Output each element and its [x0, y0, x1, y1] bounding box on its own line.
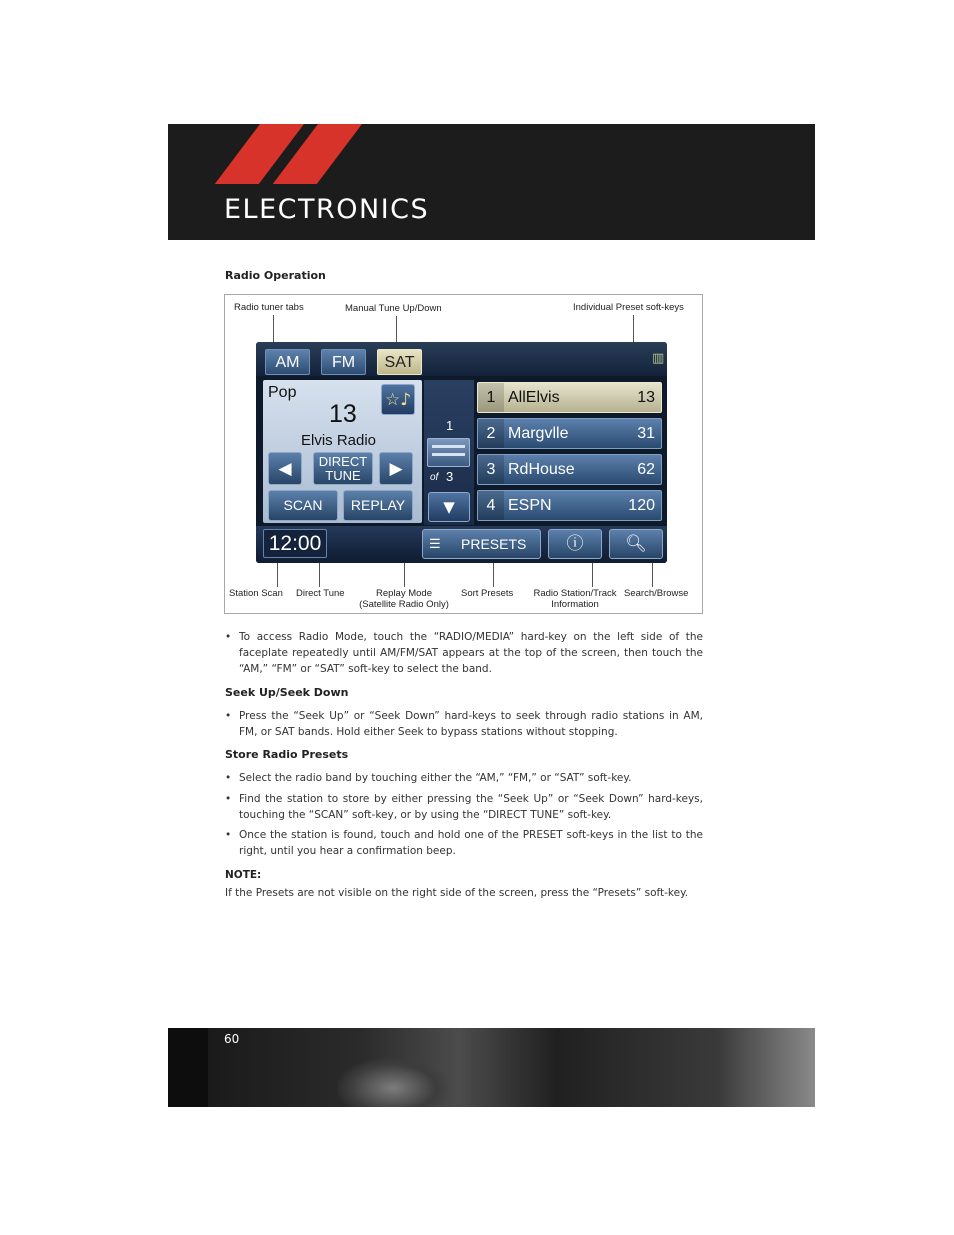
- callout-radio-tuner-tabs: Radio tuner tabs: [234, 302, 304, 313]
- preset-name: Margvlle: [508, 425, 569, 442]
- clock-display: 12:00: [263, 529, 327, 558]
- page-number: 60: [224, 1032, 240, 1046]
- section-title-seek: Seek Up/Seek Down: [225, 686, 349, 699]
- direct-tune-button[interactable]: [313, 452, 373, 485]
- vehicle-icon: ▥: [652, 351, 665, 366]
- arrow-down-icon: ▼: [443, 498, 455, 516]
- preset-number: 4: [478, 491, 504, 520]
- preset-button-3[interactable]: [477, 454, 662, 485]
- tab-sat[interactable]: SAT: [377, 349, 422, 375]
- preset-number: 2: [478, 419, 504, 448]
- footer-band: [168, 1028, 815, 1107]
- preset-channel: 31: [637, 425, 655, 442]
- preset-channel: 13: [637, 389, 655, 406]
- channel-number: 13: [329, 400, 357, 428]
- page-total: 3: [446, 469, 454, 484]
- presets-label: PRESETS: [461, 536, 527, 552]
- page-current: 1: [446, 418, 454, 433]
- arrow-left-icon: ◀: [278, 459, 292, 478]
- callout-station-info-line: Information: [551, 599, 599, 610]
- section-title-radio-operation: Radio Operation: [225, 269, 326, 282]
- bullet-select-band: • Select the radio band by touching either the “AM,” “FM,” or “SAT” soft-key.: [225, 770, 703, 786]
- tuner-tab-bar: [256, 342, 667, 376]
- callout-replay-mode-line: Replay Mode: [376, 588, 432, 599]
- bullet-hold-preset: • Once the station is found, touch and hold one of the PRESET soft-keys in the list to the right, until you hear a confirmation beep.: [225, 827, 703, 859]
- callout-search-browse: Search/Browse: [624, 588, 689, 599]
- callout-station-scan: Station Scan: [229, 588, 283, 599]
- preset-number: 3: [478, 455, 504, 484]
- preset-list-icon: [427, 438, 470, 467]
- station-name: Elvis Radio: [301, 432, 377, 449]
- bullet-find-station: • Find the station to store by either pressing the “Seek Up” or “Seek Down” hard-keys, touching the “SCAN” soft-key, or by using the “DIRECT TUNE” soft-key.: [225, 791, 703, 823]
- callout-sort-presets: Sort Presets: [461, 588, 514, 599]
- page-down-button[interactable]: [428, 492, 470, 522]
- preset-name: ESPN: [508, 497, 552, 514]
- bullet-seek: • Press the “Seek Up” or “Seek Down” hard-keys to seek through radio stations in AM, FM, or SAT bands. Hold either Seek to bypass stations without stopping.: [225, 708, 703, 740]
- info-icon: ⓘ: [566, 534, 584, 554]
- radio-screen-figure: [224, 294, 703, 614]
- search-browse-button[interactable]: [609, 529, 663, 559]
- page-of-label: of: [430, 472, 439, 483]
- favorite-music-icon[interactable]: ☆♪: [381, 384, 415, 415]
- section-title-store-presets: Store Radio Presets: [225, 748, 349, 761]
- callout-station-info-line: Radio Station/Track: [533, 588, 617, 599]
- tune-up-button[interactable]: [379, 452, 413, 485]
- tab-am[interactable]: AM: [265, 349, 310, 375]
- preset-button-2[interactable]: [477, 418, 662, 449]
- preset-name: AllElvis: [508, 389, 560, 406]
- sort-presets-icon[interactable]: ☰: [429, 536, 441, 551]
- info-button[interactable]: [548, 529, 602, 559]
- tab-fm[interactable]: FM: [321, 349, 366, 375]
- now-playing-panel: [263, 380, 422, 523]
- callout-replay-mode: [359, 588, 449, 610]
- presets-button[interactable]: [422, 529, 541, 559]
- scan-button[interactable]: SCAN: [268, 490, 338, 521]
- search-icon: 🔍︎: [625, 534, 647, 554]
- preset-button-4[interactable]: [477, 490, 662, 521]
- genre-label: Pop: [268, 384, 297, 401]
- header-title: ELECTRONICS: [224, 194, 430, 225]
- bullet-access-radio: • To access Radio Mode, touch the “RADIO/MEDIA” hard-key on the left side of the faceplate repeatedly until AM/FM/SAT appears at the top of the screen, then touch the “AM,” “FM” or “SAT” soft-key to select the band.: [225, 629, 703, 677]
- direct-tune-label: TUNE: [325, 468, 361, 483]
- preset-button-1[interactable]: [477, 382, 662, 413]
- direct-tune-label: DIRECT: [318, 454, 368, 469]
- callout-manual-tune: Manual Tune Up/Down: [345, 303, 442, 314]
- radio-bottom-bar: [256, 526, 667, 563]
- callout-preset-softkeys: Individual Preset soft-keys: [573, 302, 684, 313]
- callout-station-info: [533, 588, 616, 610]
- preset-number: 1: [478, 383, 504, 412]
- callout-replay-mode-line: (Satellite Radio Only): [359, 599, 449, 610]
- preset-name: RdHouse: [508, 461, 575, 478]
- replay-button[interactable]: REPLAY: [343, 490, 413, 521]
- note-text: If the Presets are not visible on the right side of the screen, press the “Presets” soft-key.: [225, 887, 689, 899]
- preset-channel: 62: [637, 461, 655, 478]
- section-header: [168, 124, 815, 240]
- arrow-right-icon: ▶: [389, 459, 403, 478]
- callout-direct-tune: Direct Tune: [296, 588, 345, 599]
- preset-channel: 120: [628, 497, 655, 514]
- radio-touchscreen: [256, 342, 667, 563]
- tune-down-button[interactable]: [268, 452, 302, 485]
- note-label: NOTE:: [225, 869, 262, 881]
